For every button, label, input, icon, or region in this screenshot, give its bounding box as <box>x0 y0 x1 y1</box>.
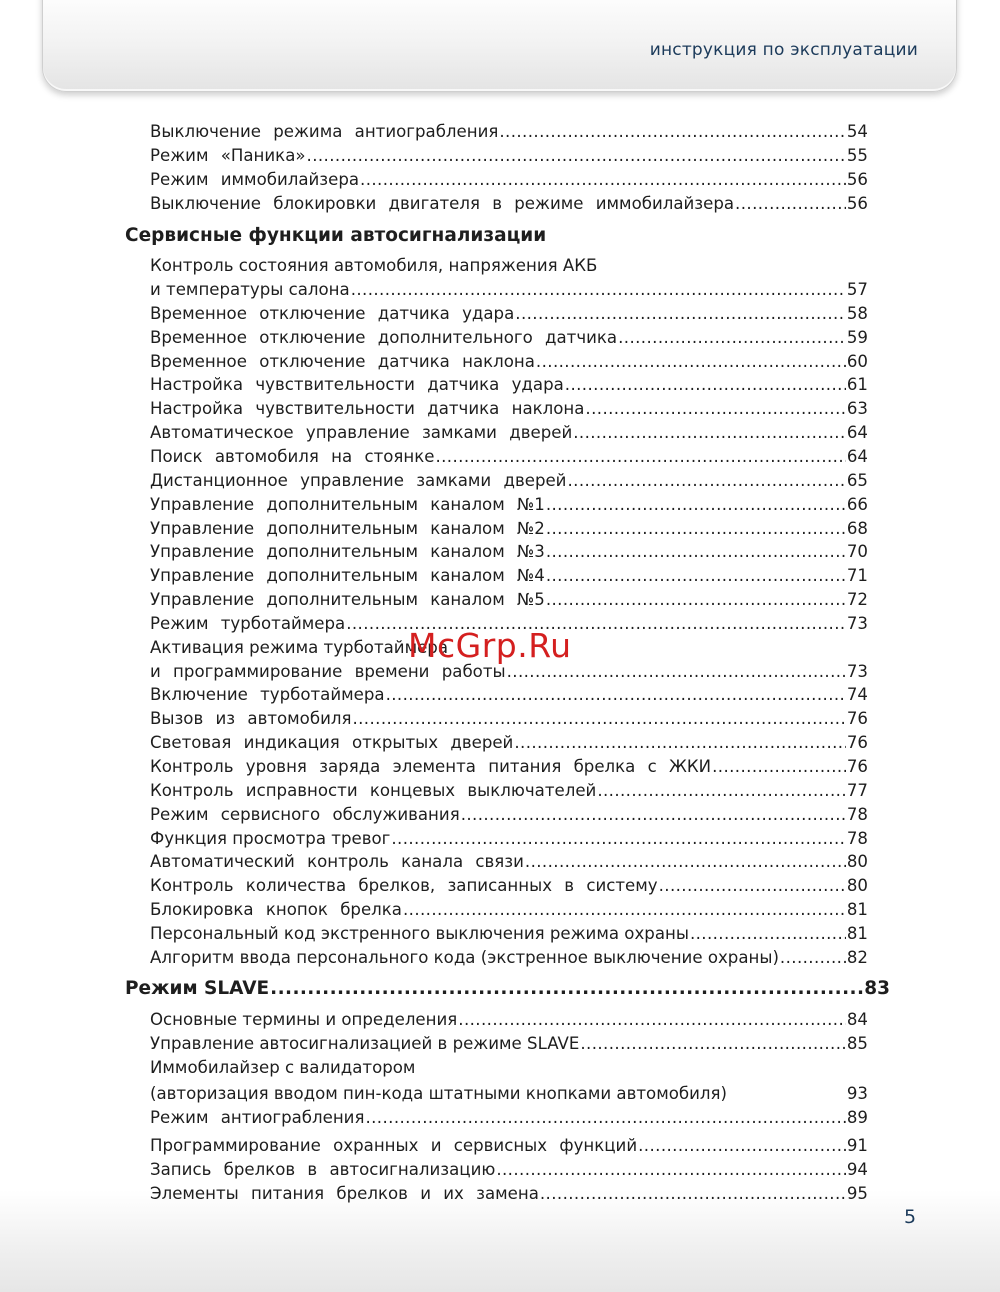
leader-dots <box>386 685 846 705</box>
toc-entry-label: Персональный код экстренного выключения режима охраны <box>150 924 689 943</box>
leader-dots <box>573 423 846 443</box>
toc-entry[interactable] <box>150 1010 868 1030</box>
toc-entry-label: Выключение режима антиограбления <box>150 122 499 141</box>
leader-dots <box>536 352 846 372</box>
toc-entry-page: 76 <box>846 709 868 728</box>
toc-entry-page: 55 <box>846 146 868 165</box>
toc-entry-page: 77 <box>846 781 868 800</box>
toc-entry[interactable] <box>150 924 868 944</box>
toc-entry-label: Включение турботаймера <box>150 685 385 704</box>
leader-dots <box>690 924 846 944</box>
leader-dots <box>499 122 846 142</box>
toc-entry[interactable] <box>150 1034 868 1054</box>
toc-entry[interactable] <box>150 1160 868 1180</box>
toc-entry-page: 70 <box>846 542 868 561</box>
toc-entry-page: 64 <box>846 447 868 466</box>
toc-entry[interactable] <box>150 685 868 705</box>
toc-entry-page: 54 <box>846 122 868 141</box>
toc-entry-page: 80 <box>846 852 868 871</box>
toc-entry-label: и температуры салона <box>150 280 350 299</box>
toc-entry-page: 95 <box>846 1184 868 1203</box>
leader-dots <box>461 805 846 825</box>
leader-dots <box>659 876 846 896</box>
toc-entry-page: 85 <box>846 1034 868 1053</box>
toc-entry-label: Управление дополнительным каналом №3 <box>150 542 545 561</box>
toc-entry-page: 89 <box>846 1108 868 1127</box>
toc-entry-page: 81 <box>846 924 868 943</box>
toc-entry-page: 72 <box>846 590 868 609</box>
toc-entry-page: 73 <box>846 614 868 633</box>
toc-entry[interactable] <box>150 542 868 562</box>
toc-entry-label: Настройка чувствительности датчика наклона <box>150 399 585 418</box>
toc-entry-page: 74 <box>846 685 868 704</box>
toc-entry-page: 81 <box>846 900 868 919</box>
toc-entry-label: Временное отключение датчика наклона <box>150 352 535 371</box>
toc-entry-label: Управление дополнительным каналом №1 <box>150 495 545 514</box>
toc-entry-label: Временное отключение датчика удара <box>150 304 515 323</box>
leader-dots <box>735 194 846 214</box>
toc-entry-page: 91 <box>846 1136 868 1155</box>
leader-dots <box>435 447 845 467</box>
toc-entry-label: Автоматическое управление замками дверей <box>150 423 573 442</box>
section-heading-service-functions[interactable]: Сервисные функции автосигнализации <box>125 225 547 246</box>
toc-entry-label: и программирование времени работы <box>150 662 506 681</box>
toc-entry-label: Элементы питания брелков и их замена <box>150 1184 539 1203</box>
toc-entry[interactable] <box>150 829 868 849</box>
toc-entry-label: Световая индикация открытых дверей <box>150 733 514 752</box>
toc-entry-label: Алгоритм ввода персонального кода (экстренное выключение охраны) <box>150 948 779 967</box>
toc-entry[interactable] <box>150 495 868 515</box>
leader-dots <box>546 519 846 539</box>
toc-entry[interactable] <box>150 566 868 586</box>
toc-entry-label: Режим сервисного обслуживания <box>150 805 460 824</box>
toc-entry-page: 76 <box>846 733 868 752</box>
toc-entry-page: 60 <box>846 352 868 371</box>
leader-dots <box>565 375 846 395</box>
toc-entry-page: 57 <box>846 280 868 299</box>
watermark-text: McGrp.Ru <box>408 626 572 665</box>
toc-entry-page: 56 <box>846 170 868 189</box>
toc-entry-page: 94 <box>846 1160 868 1179</box>
leader-dots <box>585 399 845 419</box>
section-heading-label: Режим SLAVE <box>125 978 270 999</box>
toc-entry[interactable] <box>150 948 868 968</box>
toc-entry[interactable] <box>150 519 868 539</box>
toc-entry-label: Поиск автомобиля на стоянке <box>150 447 435 466</box>
leader-dots <box>567 471 845 491</box>
toc-entry-label: Вызов из автомобиля <box>150 709 352 728</box>
toc-entry[interactable] <box>150 757 868 777</box>
page-number: 5 <box>904 1206 917 1228</box>
leader-dots <box>514 733 846 753</box>
leader-dots <box>540 1184 846 1204</box>
section-heading-slave-mode[interactable] <box>125 978 890 1000</box>
leader-dots <box>580 1034 846 1054</box>
leader-dots <box>351 280 846 300</box>
toc-entry-page: 64 <box>846 423 868 442</box>
toc-entry-page: 65 <box>846 471 868 490</box>
toc-entry[interactable] <box>150 447 868 467</box>
toc-entry-page: 82 <box>846 948 868 967</box>
toc-entry[interactable] <box>150 1108 868 1128</box>
toc-entry-page: 80 <box>846 876 868 895</box>
toc-entry-label: Режим турботаймера <box>150 614 346 633</box>
toc-entry-page: 68 <box>846 519 868 538</box>
page-footer-shade <box>0 1190 1000 1292</box>
leader-dots <box>403 900 846 920</box>
toc-entry-page: 84 <box>846 1010 868 1029</box>
toc-entry-label: Настройка чувствительности датчика удара <box>150 375 564 394</box>
toc-entry[interactable] <box>150 1136 868 1156</box>
leader-dots <box>546 542 846 562</box>
leader-dots <box>270 978 863 1000</box>
toc-entry-label: Дистанционное управление замками дверей <box>150 471 567 490</box>
toc-entry-page: 78 <box>846 805 868 824</box>
leader-dots <box>365 1108 845 1128</box>
toc-entry-label: Управление дополнительным каналом №5 <box>150 590 545 609</box>
toc-entry[interactable] <box>150 146 868 166</box>
toc-entry[interactable] <box>150 1084 868 1104</box>
toc-entry[interactable] <box>150 590 868 610</box>
toc-entry-label: Режим «Паника» <box>150 146 306 165</box>
leader-dots <box>546 590 846 610</box>
leader-dots <box>638 1136 846 1156</box>
toc-entry[interactable] <box>150 471 868 491</box>
toc-entry[interactable] <box>150 1184 868 1204</box>
toc-entry-label-line1: Активация режима турботаймера <box>150 638 448 657</box>
toc-entry-label: Контроль количества брелков, записанных в систему <box>150 876 658 895</box>
toc-entry-label: Режим иммобилайзера <box>150 170 360 189</box>
toc-entry-label: Управление автосигнализацией в режиме SLAVE <box>150 1034 580 1053</box>
leader-dots <box>391 829 846 849</box>
toc-entry[interactable] <box>150 280 868 300</box>
toc-entry-page: 58 <box>846 304 868 323</box>
leader-dots <box>496 1160 846 1180</box>
toc-entry[interactable] <box>150 805 868 825</box>
leader-dots <box>597 781 846 801</box>
toc-entry-label: (авторизация вводом пин-кода штатными кнопками автомобиля) <box>150 1084 727 1103</box>
toc-entry-page: 73 <box>846 662 868 681</box>
leader-dots <box>525 852 846 872</box>
toc-entry[interactable] <box>150 328 868 348</box>
leader-dots <box>458 1010 846 1030</box>
page-header <box>42 0 957 92</box>
toc-entry-page: 78 <box>846 829 868 848</box>
leader-dots <box>360 170 846 190</box>
toc-entry-label: Автоматический контроль канала связи <box>150 852 524 871</box>
toc-entry[interactable] <box>150 423 868 443</box>
toc-entry-page: 93 <box>846 1084 868 1103</box>
leader-dots <box>515 304 846 324</box>
toc-entry[interactable] <box>150 304 868 324</box>
toc-entry-page: 59 <box>846 328 868 347</box>
toc-entry[interactable] <box>150 170 868 190</box>
toc-entry[interactable] <box>150 876 868 896</box>
leader-dots <box>618 328 846 348</box>
toc-entry[interactable] <box>150 900 868 920</box>
toc-entry-label: Режим антиограбления <box>150 1108 365 1127</box>
toc-entry-label: Запись брелков в автосигнализацию <box>150 1160 496 1179</box>
toc-entry-label: Блокировка кнопок брелка <box>150 900 402 919</box>
toc-entry[interactable] <box>150 375 868 395</box>
toc-entry-label: Функция просмотра тревог <box>150 829 391 848</box>
toc-entry-page: 61 <box>846 375 868 394</box>
toc-entry-label: Управление дополнительным каналом №2 <box>150 519 545 538</box>
toc-entry-label: Выключение блокировки двигателя в режиме иммобилайзера <box>150 194 735 213</box>
toc-entry[interactable] <box>150 122 868 142</box>
toc-entry-label: Основные термины и определения <box>150 1010 458 1029</box>
leader-dots <box>712 757 846 777</box>
leader-dots <box>780 948 846 968</box>
toc-entry-page: 71 <box>846 566 868 585</box>
toc-entry[interactable] <box>150 852 868 872</box>
section-heading-page: 83 <box>864 978 890 999</box>
toc-entry-label: Управление дополнительным каналом №4 <box>150 566 545 585</box>
header-title: инструкция по эксплуатации <box>649 40 918 60</box>
toc-entry[interactable] <box>150 781 868 801</box>
toc-entry[interactable] <box>150 194 868 214</box>
toc-entry[interactable] <box>150 399 868 419</box>
leader-dots <box>546 566 846 586</box>
toc-entry-page: 63 <box>846 399 868 418</box>
toc-entry[interactable] <box>150 709 868 729</box>
toc-entry-label-line1: Иммобилайзер с валидатором <box>150 1058 416 1077</box>
leader-dots <box>352 709 845 729</box>
toc-entry-label: Контроль исправности концевых выключателей <box>150 781 597 800</box>
toc-entry-label: Контроль уровня заряда элемента питания брелка с ЖКИ <box>150 757 712 776</box>
toc-entry-label-line1: Контроль состояния автомобиля, напряжения АКБ <box>150 256 598 275</box>
toc-entry[interactable] <box>150 733 868 753</box>
toc-entry-label: Временное отключение дополнительного датчика <box>150 328 618 347</box>
toc-entry[interactable] <box>150 352 868 372</box>
toc-entry-page: 66 <box>846 495 868 514</box>
toc-entry-label: Программирование охранных и сервисных функций <box>150 1136 638 1155</box>
toc-entry-page: 76 <box>846 757 868 776</box>
toc-entry-page: 56 <box>846 194 868 213</box>
leader-dots <box>307 146 846 166</box>
leader-dots <box>546 495 846 515</box>
